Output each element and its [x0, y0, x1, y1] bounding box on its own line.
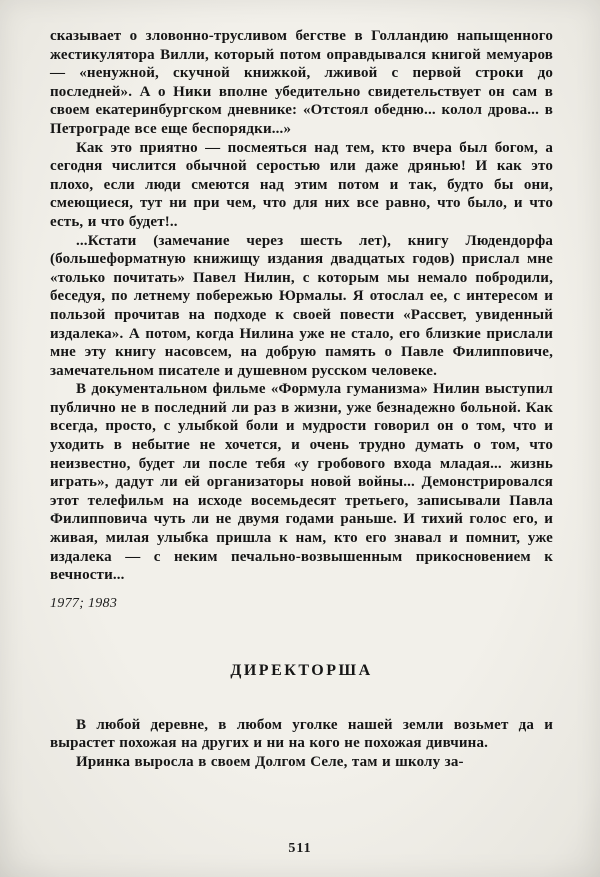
paragraph: ...Кстати (замечание через шесть лет), книгу Людендорфа (большеформатную книжищу издания двадцатых годов) прислал мне «только почитать» Павел Нилин, с которым мы немало побродили, беседуя, по летнему побережью Юрмалы. Я отослал ее, с интересом и пользой прочитав на подходе к своей повести «Рассвет, увиденный издалека». А потом, когда Нилина уже не стало, его близкие прислали мне эту книгу насовсем, на добрую память о Павле Филипповиче, замечательном писателе и душевном русском человеке. — [50, 232, 553, 379]
section-title: ДИРЕКТОРША — [230, 661, 373, 679]
paragraph: Иринка выросла в своем Долгом Селе, там и школу за- — [76, 754, 464, 770]
page-number: 511 — [288, 841, 312, 856]
text-block — [50, 27, 553, 772]
paragraph: В любой деревне, в любом уголке нашей земли возьмет да и вырастет похожая на других и ни на кого не похожая дивчина. — [50, 716, 553, 752]
paragraph: Как это приятно — посмеяться над тем, кто вчера был богом, а сегодня числится обычной серостью или даже дрянью! И как это плохо, если люди смеются над этим потом и так, будто бы они, смеющиеся, тут ни при чем, что для них все равно, что было, и что есть, и что будет!.. — [50, 139, 553, 230]
paragraph: В документальном фильме «Формула гуманизма» Нилин выступил публично не в последний ли раз в жизни, уже безнадежно больной. Как всегда, просто, с улыбкой боли и мудрости говорил он о том, что и уходить в небытие не хочется, и очень трудно думать о том, что неизвестно, будет ли после тебя «у гробового входа младая... жизнь играть», дадут ли ей организаторы новой войны... Демонстрировался этот телефильм на исходе восемьдесят третьего, записывали Павла Филипповича чуть ли не двумя годами раньше. И тихий голос его, и живая, милая улыбка пришла к нам, кто его знавал и помнит, уже издалека — с неким печально-возвышенным прикосновением к вечности... — [50, 381, 553, 584]
continuation-paragraph: сказывает о зловонно-трусливом бегстве в Голландию напыщенного жестикулятора Вилли, который потом оправдывался книгой мемуаров — «ненужной, скучной книжкой, лживой с первой строки до последней». А о Ники вполне убедительно свидетельствует он сам в своем екатеринбургском дневнике: «Отстоял обедню... колол дрова... в Петрограде все еще беспорядки...» — [50, 28, 553, 137]
date-line: 1977; 1983 — [50, 595, 118, 611]
